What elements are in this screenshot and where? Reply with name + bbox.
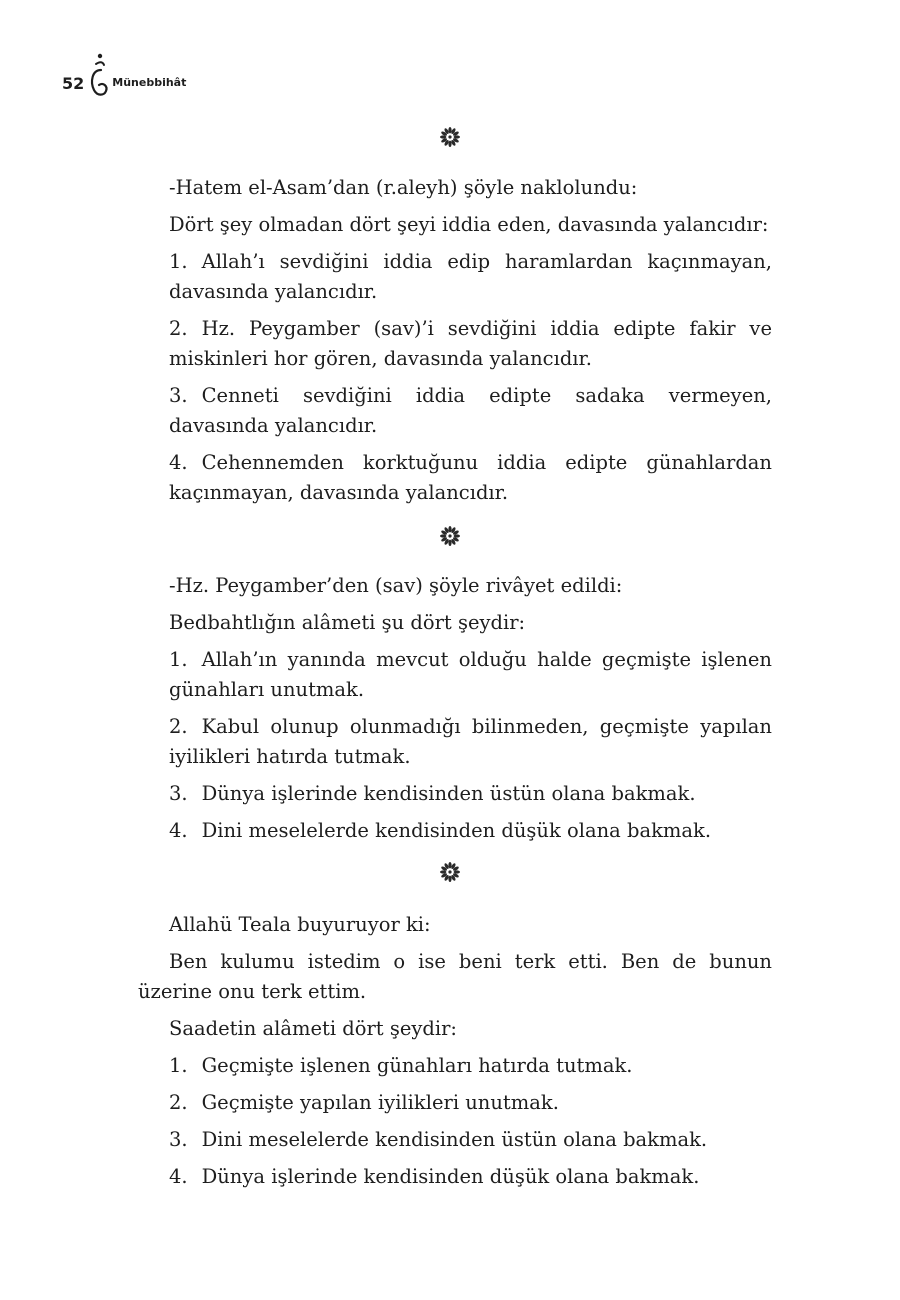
list-item [138, 381, 772, 441]
section-quote: Ben kulumu istedim o ise beni terk etti. Ben de bunun üzerine onu terk ettim. [138, 950, 772, 1003]
list-item [138, 1088, 772, 1118]
section-lead: Bedbahtlığın alâmeti şu dört şeydir: [169, 611, 526, 634]
item-number: 4. [169, 1165, 188, 1188]
running-header [62, 52, 186, 98]
item-number: 2. [169, 715, 188, 738]
item-number: 1. [169, 1054, 188, 1077]
item-number: 4. [169, 451, 188, 474]
list-item [138, 314, 772, 374]
page-number: 52 [62, 74, 85, 93]
list-item [138, 1162, 772, 1192]
item-text: Geçmişte işlenen günahları hatırda tutmak. [201, 1054, 633, 1077]
item-number: 1. [169, 250, 188, 273]
book-title: Münebbihât [112, 76, 187, 89]
item-text: Hz. Peygamber (sav)’i sevdiğini iddia edipte fakir ve miskinleri hor gören, davasında yalancıdır. [169, 317, 772, 370]
list-item [138, 816, 772, 846]
list-item [138, 645, 772, 705]
flower-ornament-icon [440, 862, 460, 882]
section-intro: -Hatem el-Asam’dan (r.aleyh) şöyle naklolundu: [169, 176, 638, 199]
item-text: Dini meselelerde kendisinden düşük olana bakmak. [201, 819, 712, 842]
section-lead: Dört şey olmadan dört şeyi iddia eden, davasında yalancıdır: [169, 213, 769, 236]
list-item [138, 1125, 772, 1155]
item-text: Dünya işlerinde kendisinden üstün olana bakmak. [201, 782, 696, 805]
item-number: 2. [169, 317, 188, 340]
item-text: Cenneti sevdiğini iddia edipte sadaka vermeyen, davasında yalancıdır. [169, 384, 772, 437]
item-number: 3. [169, 384, 188, 407]
list-item [138, 448, 772, 508]
section-allah [138, 910, 772, 1192]
item-number: 3. [169, 782, 188, 805]
item-number: 4. [169, 819, 188, 842]
item-text: Cehennemden korktuğunu iddia edipte günahlardan kaçınmayan, davasında yalancıdır. [169, 451, 772, 504]
item-number: 2. [169, 1091, 188, 1114]
item-text: Kabul olunup olunmadığı bilinmeden, geçmişte yapılan iyilikleri hatırda tutmak. [169, 715, 772, 768]
section-intro: Allahü Teala buyuruyor ki: [169, 913, 431, 936]
section-peygamber [138, 571, 772, 846]
list-item [138, 247, 772, 307]
section-hatem [138, 173, 772, 508]
item-text: Geçmişte yapılan iyilikleri unutmak. [201, 1091, 559, 1114]
calligraphic-logo-icon [88, 52, 110, 98]
item-number: 3. [169, 1128, 188, 1151]
list-item [138, 1051, 772, 1081]
section-lead: Saadetin alâmeti dört şeydir: [169, 1017, 458, 1040]
flower-ornament-icon [440, 526, 460, 546]
section-intro: -Hz. Peygamber’den (sav) şöyle rivâyet edildi: [169, 574, 623, 597]
list-item [138, 779, 772, 809]
flower-ornament-icon [440, 127, 460, 147]
item-text: Dini meselelerde kendisinden üstün olana bakmak. [201, 1128, 708, 1151]
item-number: 1. [169, 648, 188, 671]
item-text: Allah’ı sevdiğini iddia edip haramlardan kaçınmayan, davasında yalancıdır. [169, 250, 772, 303]
item-text: Allah’ın yanında mevcut olduğu halde geçmişte işlenen günahları unutmak. [169, 648, 772, 701]
list-item [138, 712, 772, 772]
item-text: Dünya işlerinde kendisinden düşük olana bakmak. [201, 1165, 700, 1188]
